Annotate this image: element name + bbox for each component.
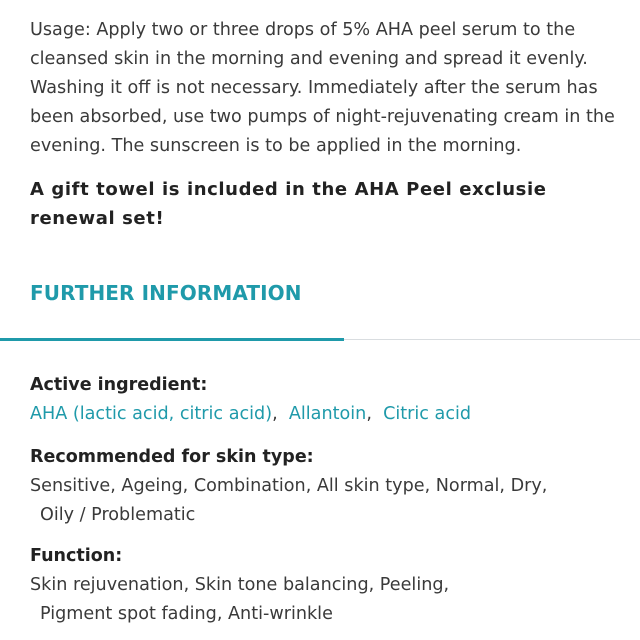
further-information-tab[interactable]: FURTHER INFORMATION xyxy=(30,281,302,305)
function-label: Function: xyxy=(30,546,123,566)
active-ingredient-list xyxy=(30,400,620,429)
function-line-2: Pigment spot fading, Anti-wrinkle xyxy=(40,604,333,624)
function-section xyxy=(30,542,620,629)
skin-type-line-2: Oily / Problematic xyxy=(40,505,196,525)
active-tab-indicator xyxy=(0,338,344,341)
ingredient-link-citric-acid[interactable]: Citric acid xyxy=(383,404,472,424)
skin-type-line-1: Sensitive, Ageing, Combination, All skin type, Normal, Dry, xyxy=(30,476,548,496)
active-ingredient-section xyxy=(30,371,620,429)
ingredient-link-aha[interactable]: AHA (lactic acid, citric acid) xyxy=(30,404,273,424)
skin-type-section xyxy=(30,443,620,530)
ingredient-separator: , xyxy=(272,404,289,424)
function-line-1: Skin rejuvenation, Skin tone balancing, Peeling, xyxy=(30,575,450,595)
skin-type-label: Recommended for skin type: xyxy=(30,447,314,467)
usage-instructions: Usage: Apply two or three drops of 5% AHA peel serum to the cleansed skin in the morning and evening and spread it evenly. Washing it off is not necessary. Immediately after the serum has been absorbed, use two pumps of night-rejuvenating cream in the evening. The sunscreen is to be applied in the morning. xyxy=(30,20,615,156)
gift-note: A gift towel is included in the AHA Peel exclusie renewal set! xyxy=(30,179,547,229)
ingredient-separator: , xyxy=(366,404,384,424)
active-ingredient-label: Active ingredient: xyxy=(30,375,208,395)
ingredient-link-allantoin[interactable]: Allantoin xyxy=(288,404,367,424)
